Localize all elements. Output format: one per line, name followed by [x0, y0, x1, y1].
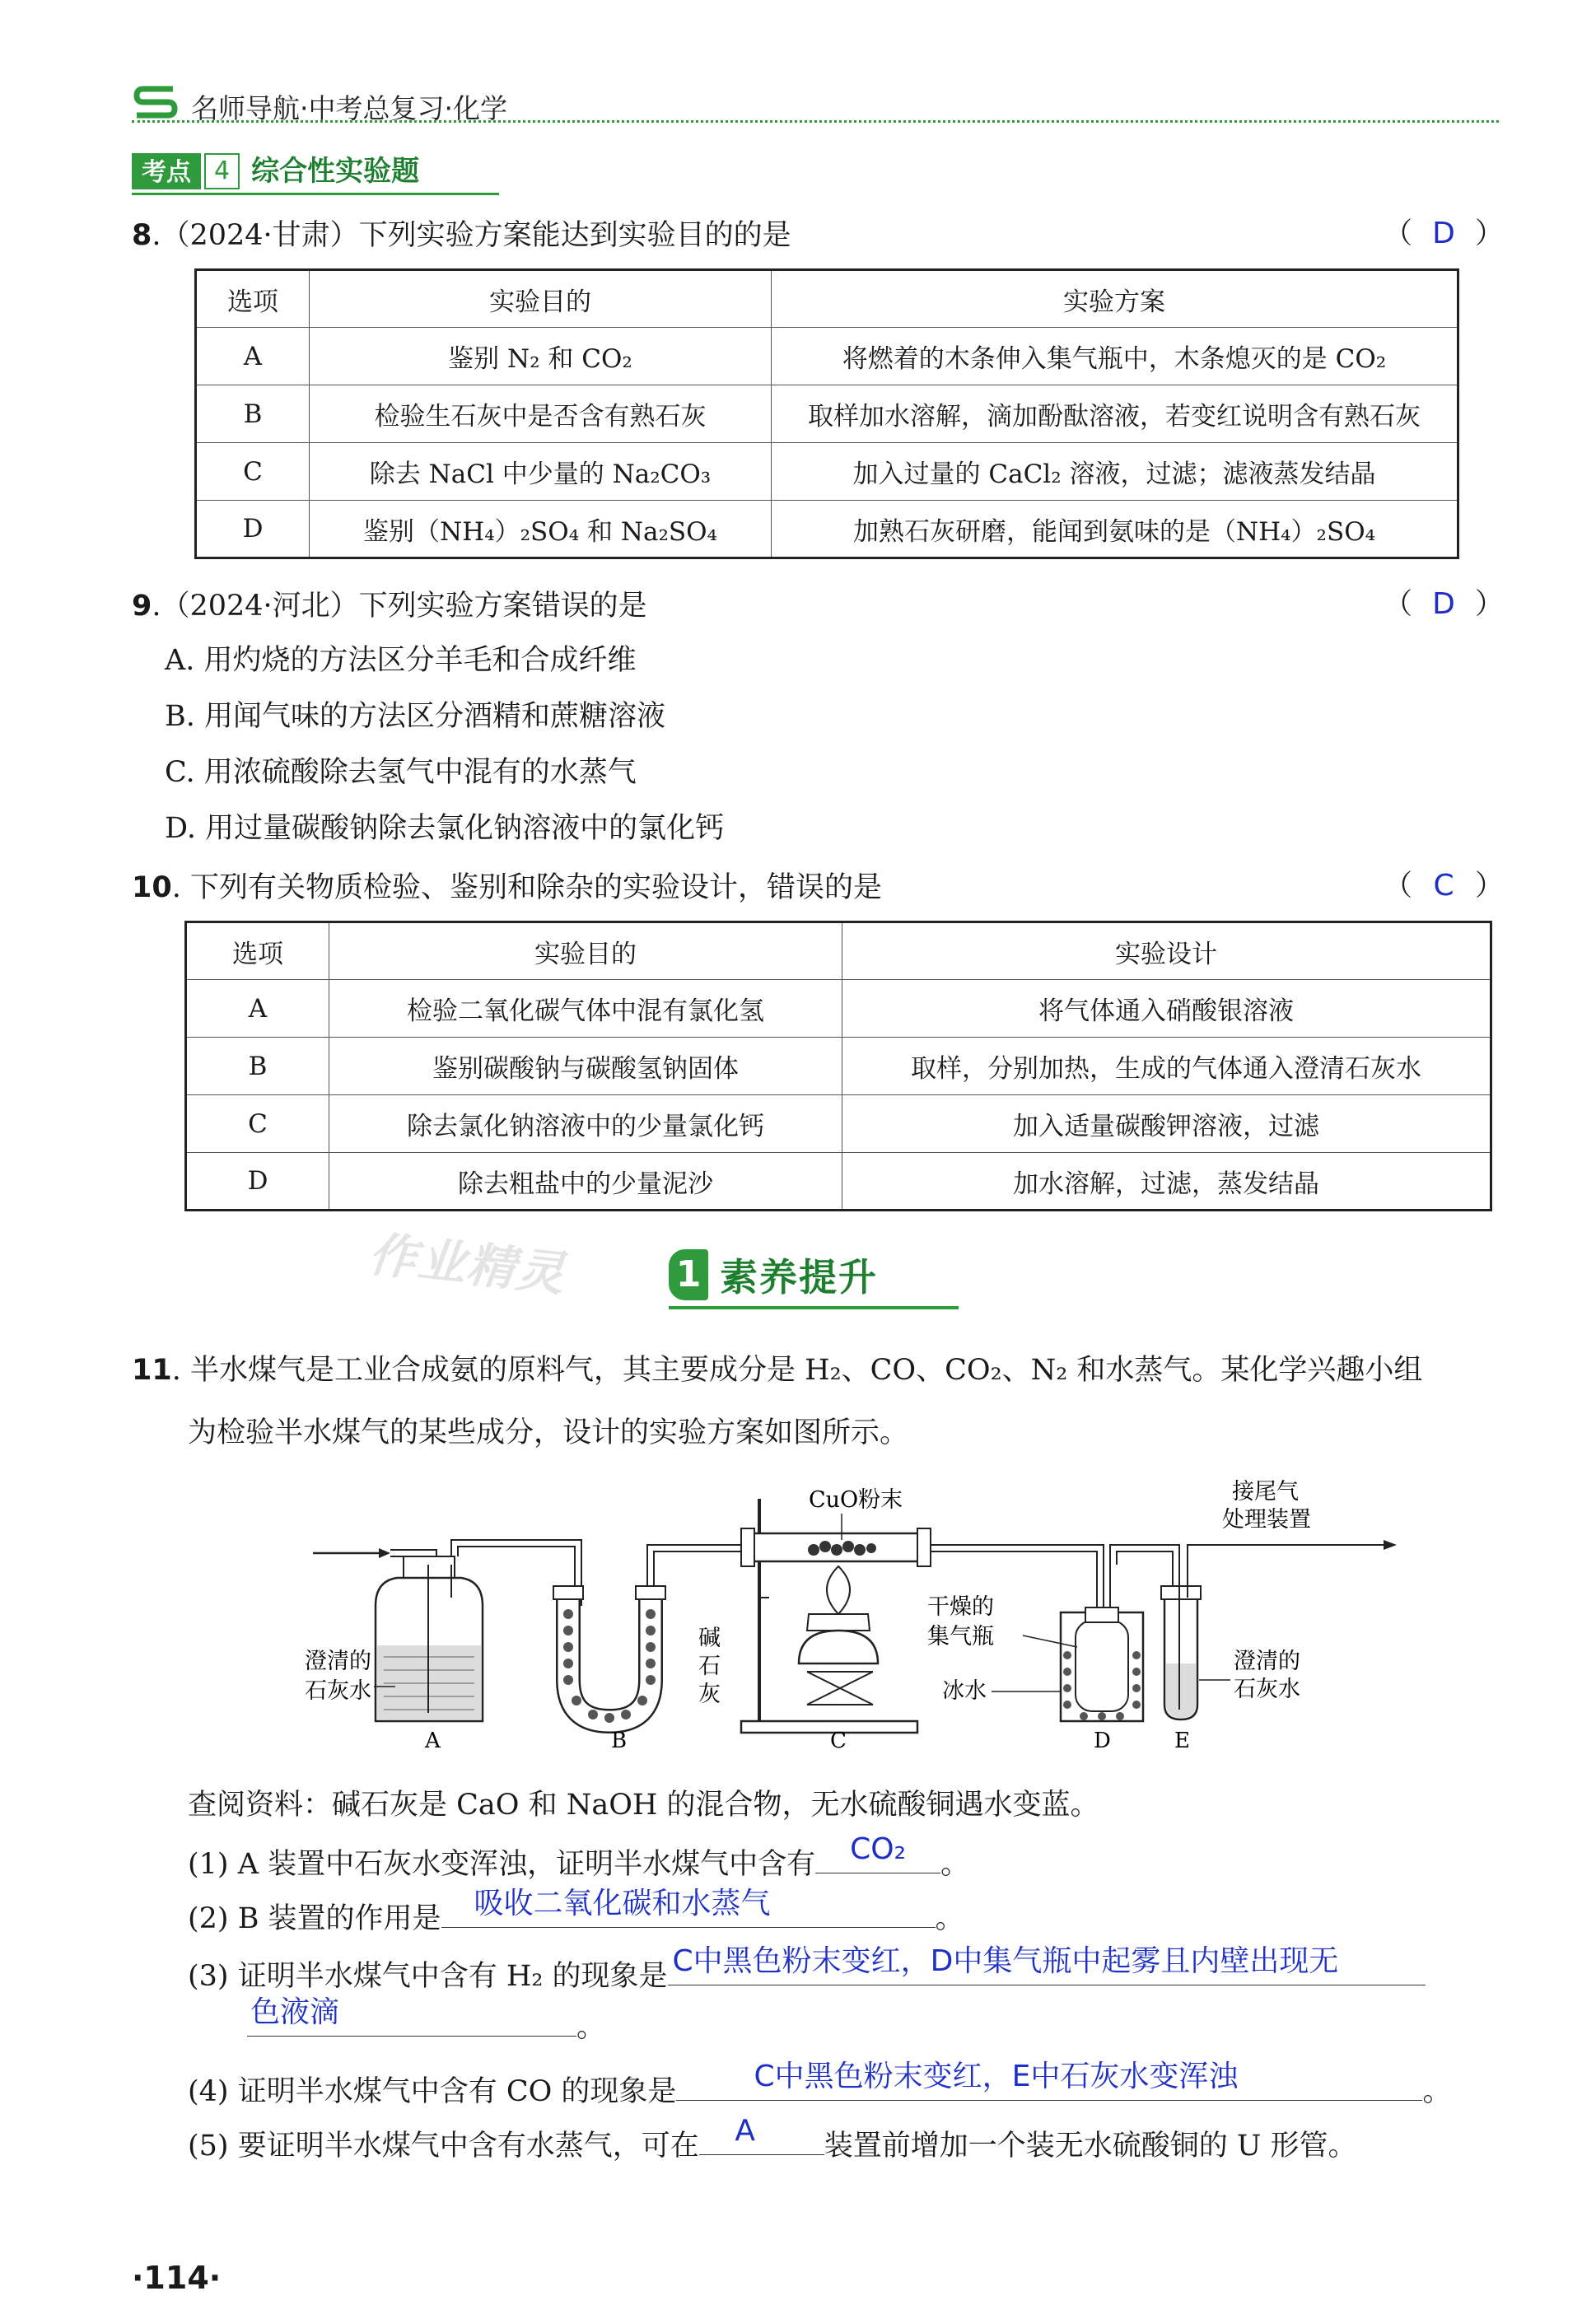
q8-header-goal: 实验目的 [310, 270, 772, 328]
q11-answer-1: CO₂ [850, 1832, 907, 1866]
table-row: B 鉴别碳酸钠与碳酸氢钠固体 取样，分别加热，生成的气体通入澄清石灰水 [186, 1038, 1491, 1095]
table-row: B 检验生石灰中是否含有熟石灰 取样加水溶解，滴加酚酞溶液，若变红说明含有熟石灰 [196, 385, 1458, 443]
table-row: D 除去粗盐中的少量泥沙 加水溶解，过滤，蒸发结晶 [186, 1153, 1491, 1211]
q8-header-plan: 实验方案 [772, 270, 1458, 328]
label-b-2: 石 [698, 1654, 721, 1679]
q10-answer: C [1433, 869, 1454, 903]
q9-answer: D [1432, 587, 1455, 621]
u-tube-b [553, 1586, 665, 1723]
section-tag-label: 考点 [132, 153, 201, 189]
banner-underline [669, 1306, 959, 1309]
q8-table [194, 268, 1459, 559]
table-row: C 除去氯化钠溶液中的少量氯化钙 加入适量碳酸钾溶液，过滤 [186, 1095, 1491, 1153]
table-row: C 除去 NaCl 中少量的 Na₂CO₃ 加入过量的 CaCl₂ 溶液，过滤；滤液蒸发结晶 [196, 443, 1458, 501]
label-b-3: 灰 [698, 1682, 721, 1707]
combustion-tube-c [741, 1499, 931, 1733]
q10-header-option: 选项 [186, 922, 329, 980]
banner-title: 素养提升 [720, 1255, 878, 1299]
label-b-1: 碱 [698, 1626, 721, 1651]
section-title: 综合性实验题 [251, 155, 420, 188]
label-tail2: 处理装置 [1222, 1507, 1311, 1533]
banner-number: 1 [669, 1249, 708, 1300]
page-number: ·114· [132, 2260, 222, 2296]
q11-part2: (2) B 装置的作用是 吸收二氧化碳和水蒸气 。 [188, 1894, 964, 1939]
bottle-a [376, 1556, 483, 1721]
collecting-bottle-d [1061, 1565, 1143, 1721]
q11-answer-2: 吸收二氧化碳和水蒸气 [474, 1887, 771, 1920]
label-cuo: CuO粉末 [809, 1487, 903, 1513]
q10-table [184, 921, 1492, 1211]
test-tube-e [1161, 1586, 1201, 1719]
q11-stem-line1: 11. 半水煤气是工业合成氨的原料气，其主要成分是 H₂、CO、CO₂、N₂ 和水蒸气。某化学兴趣小组 [132, 1354, 1423, 1387]
q11-info: 查阅资料：碱石灰是 CaO 和 NaOH 的混合物，无水硫酸铜遇水变蓝。 [188, 1789, 1099, 1822]
label-tail1: 接尾气 [1232, 1479, 1299, 1505]
label-name-e: E [1174, 1729, 1190, 1753]
outlet-arrow [1384, 1540, 1397, 1550]
section-tag-num: 4 [204, 153, 240, 189]
header-logo [132, 81, 180, 124]
q11-part3: (3) 证明半水煤气中含有 H₂ 的现象是 C中黑色粉末变红，D中集气瓶中起雾且内壁出现无 [188, 1952, 1426, 1996]
label-d-2: 集气瓶 [927, 1624, 994, 1649]
label-name-a: A [425, 1729, 441, 1753]
q11-stem-line2: 为检验半水煤气的某些成分，设计的实验方案如图所示。 [188, 1416, 909, 1449]
q9-option-a: A. 用灼烧的方法区分羊毛和合成纤维 [165, 644, 637, 677]
q10-stem: 10. 下列有关物质检验、鉴别和除杂的实验设计，错误的是 [132, 871, 882, 904]
q11-answer-5: A [735, 2114, 756, 2148]
label-e-2: 石灰水 [1234, 1677, 1300, 1702]
q11-part1: (1) A 装置中石灰水变浑浊，证明半水煤气中含有 CO₂ 。 [188, 1840, 969, 1884]
section-underline [132, 193, 499, 195]
q11-answer-3-line1: C中黑色粉末变红，D中集气瓶中起雾且内壁出现无 [672, 1944, 1339, 1978]
label-name-b: B [611, 1729, 628, 1753]
q9-option-b: B. 用闻气味的方法区分酒精和蔗糖溶液 [165, 700, 665, 733]
q9-option-c: C. 用浓硫酸除去氢气中混有的水蒸气 [165, 756, 637, 789]
q9-stem: 9.（2024·河北）下列实验方案错误的是 [132, 590, 647, 623]
section-tag [132, 153, 419, 189]
label-d-3: 冰水 [942, 1678, 987, 1704]
q8-answer-bracket: （ D ） [1384, 217, 1505, 250]
label-e-1: 澄清的 [1234, 1649, 1300, 1674]
table-row: A 检验二氧化碳气体中混有氯化氢 将气体通入硝酸银溶液 [186, 980, 1491, 1038]
label-a-2: 石灰水 [305, 1678, 371, 1704]
q11-part3-cont: 色液滴 。 [247, 2003, 605, 2047]
q10-answer-bracket: （ C ） [1384, 869, 1505, 903]
q8-stem: 8.（2024·甘肃）下列实验方案能达到实验目的的是 [132, 219, 791, 252]
header-divider [132, 120, 1499, 123]
section-banner [669, 1247, 878, 1303]
header-title: 名师导航·中考总复习·化学 [191, 92, 507, 124]
q9-answer-bracket: （ D ） [1384, 587, 1505, 621]
q10-header-design: 实验设计 [842, 922, 1491, 980]
label-name-c: C [830, 1729, 847, 1753]
q9-option-d: D. 用过量碳酸钠除去氯化钠溶液中的氯化钙 [165, 812, 725, 845]
q11-part4: (4) 证明半水煤气中含有 CO 的现象是 C中黑色粉末变红，E中石灰水变浑浊 。 [188, 2067, 1451, 2111]
label-a-1: 澄清的 [305, 1649, 371, 1674]
q11-answer-3-line2: 色液滴 [250, 1995, 340, 2029]
q11-part5: (5) 要证明半水煤气中含有水蒸气，可在 A 装置前增加一个装无水硫酸铜的 U 形管。 [188, 2121, 1356, 2166]
label-d-1: 干燥的 [927, 1594, 994, 1620]
apparatus-diagram [305, 1474, 1408, 1754]
q8-header-option: 选项 [196, 270, 310, 328]
watermark: 作业精灵 [366, 1225, 569, 1303]
table-row: D 鉴别（NH₄）₂SO₄ 和 Na₂SO₄ 加熟石灰研磨，能闻到氨味的是（NH₄）₂SO₄ [196, 501, 1458, 558]
table-row: A 鉴别 N₂ 和 CO₂ 将燃着的木条伸入集气瓶中，木条熄灭的是 CO₂ [196, 328, 1458, 385]
label-name-d: D [1094, 1729, 1111, 1753]
q10-header-goal: 实验目的 [329, 922, 842, 980]
q11-answer-4: C中黑色粉末变红，E中石灰水变浑浊 [754, 2060, 1239, 2093]
q8-answer: D [1432, 217, 1455, 250]
